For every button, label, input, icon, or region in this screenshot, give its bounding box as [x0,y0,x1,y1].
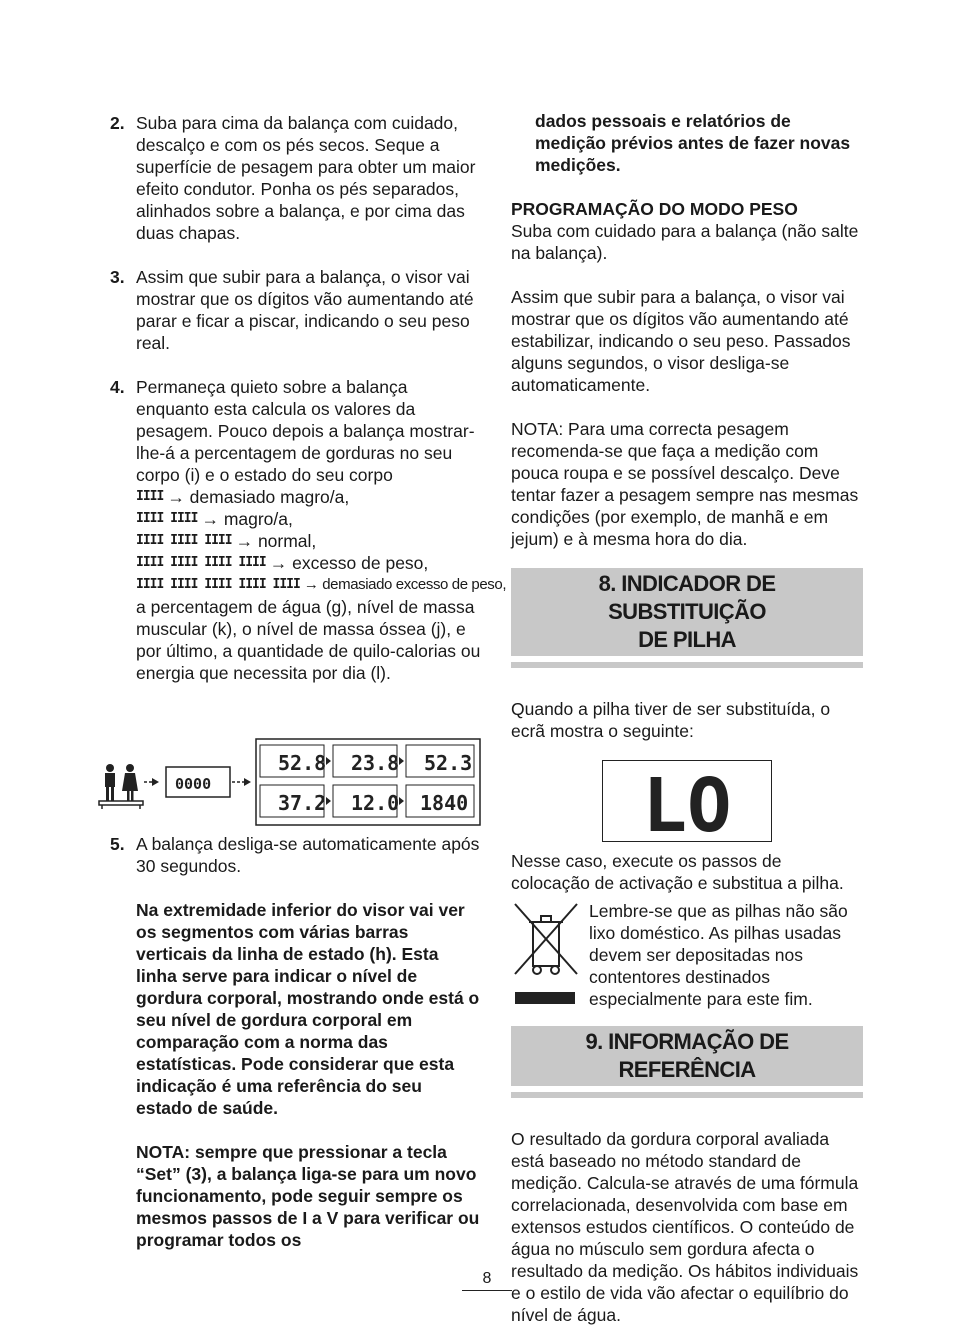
svg-text:1840: 1840 [420,791,469,815]
step-5 [110,833,482,1251]
weight-mode-text-2: Assim que subir para a balança, o visor vai mostrar que os dígitos vão aumentando até estabilizar, indicando o seu peso. Passados alguns segundos, o visor desliga-se automaticamente. [511,287,851,395]
step-number: 4. [110,377,125,397]
set-key-note: NOTA: sempre que pressionar a tecla “Set” (3), a balança liga-se para um novo funcionamento, pode seguir sempre os mesmos passos de I a V para verificar ou programar todos os [136,1142,480,1250]
lcd-lo-svg [603,761,771,841]
reading-panel-6 [406,785,474,817]
sequence-svg [96,737,486,829]
left-column-lower [110,833,482,1251]
reading-panel-2 [333,745,399,777]
section-9-heading: 9. INFORMAÇÃO DE REFERÊNCIA [511,1026,863,1092]
step-number: 5. [110,834,125,854]
right-column [511,110,863,1326]
reading-panel-5 [333,785,399,817]
svg-text:23.8: 23.8 [351,751,400,775]
battery-text-1: Quando a pilha tiver de ser substituída, o ecrã mostra o seguinte: [511,699,831,741]
step-number: 3. [110,267,125,287]
step-2 [110,112,482,244]
measurement-sequence-figure [96,737,486,829]
svg-text:12.0: 12.0 [351,791,400,815]
arrow-icon [144,778,159,786]
step-text: A balança desliga-se automaticamente após 30 segundos. [136,834,480,876]
reference-text: O resultado da gordura corporal avaliada está baseado no método standard de medição. Calcula-se através de uma fórmula correlacionada, desenvolvida com base em extensos estudos científicos. O conteúdo de água no músculo sem gordura afecta o resultado da medição. Os hábitos individuais e o estilo de vida vão afectar o equilíbrio do nível de água. [511,1129,859,1325]
fat-level-1: IIII → demasiado magro/a, [136,487,350,507]
left-column [110,112,507,684]
svg-text:52.8: 52.8 [278,751,327,775]
step-number: 2. [110,113,125,133]
step-text: Permaneça quieto sobre a balança enquanto esta calcula os valores da pesagem. Pouco depois a balança mostrar-lhe-á a percentagem de gorduras no seu corpo (i) e o estado do seu corpo [136,377,475,485]
weight-mode-text-1: Suba com cuidado para a balança (não salte na balança). [511,221,859,263]
low-battery-display [602,760,772,842]
people-on-scale-icon [99,764,143,809]
recycling-text: Lembre-se que as pilhas não são lixo doméstico. As pilhas usadas devem ser depositadas nos contentores destinados especialmente para este fim. [589,901,848,1009]
step-3 [110,266,482,354]
page-number: 8 [462,1268,512,1291]
recycling-notice [511,900,863,1020]
fat-level-3: IIII IIII IIII → normal, [136,531,317,551]
crossed-bin-icon [511,902,581,1008]
weight-mode-heading: PROGRAMAÇÃO DO MODO PESO [511,199,798,219]
step-text: Suba para cima da balança com cuidado, descalço e com os pés secos. Seque a superfície de pesagem para obter um maior efeito condutor. Ponha os pés separados, alinhados sobre a balança, e por cima das duas chapas. [136,113,476,243]
step-text: Assim que subir para a balança, o visor vai mostrar que os dígitos vão aumentando até parar e ficar a piscar, indicando o seu peso real. [136,267,474,353]
reading-panel-3 [406,745,474,777]
status-line-info: Na extremidade inferior do visor vai ver os segmentos com várias barras verticais da linha de estado (h). Esta linha serve para indicar o nível de gordura corporal, mostrando onde está o seu nível de gordura corporal em comparação com a norma das estatísticas. Pode considerar que esta indicação é uma referência do seu estado de saúde. [136,900,480,1118]
fat-level-5: IIII IIII IIII IIII IIII → demasiado excesso de peso, [136,576,507,593]
fat-level-2: IIII IIII → magro/a, [136,509,293,529]
continued-note: dados pessoais e relatórios de medição prévios antes de fazer novas medições. [535,111,851,175]
arrow-icon [232,778,251,786]
start-display-value: 0000 [175,775,212,793]
step-4 [110,376,507,684]
reading-panel-4 [260,785,326,817]
svg-text:37.2: 37.2 [278,791,327,815]
svg-text:52.3: 52.3 [424,751,473,775]
step-text-outro: a percentagem de água (g), nível de massa muscular (k), o nível de massa óssea (j), e por último, a quantidade de quilo-calorias ou energia que necessita por dia (l). [136,597,481,683]
fat-level-4: IIII IIII IIII IIII → excesso de peso, [136,553,429,573]
battery-text-2: Nesse caso, execute os passos de colocação de activação e substitua a pilha. [511,851,844,893]
reading-panel-1 [260,745,326,777]
section-8-heading: 8. INDICADOR DE SUBSTITUIÇÃO DE PILHA [511,568,863,662]
lcd-text: LO [642,763,732,841]
weight-note: NOTA: Para uma correcta pesagem recomenda-se que faça a medição com pouca roupa e se possível descalço. Deve tentar fazer a pesagem sempre nas mesmas condições (por exemplo, de manhã e em jejum) e à mesma hora do dia. [511,419,859,549]
